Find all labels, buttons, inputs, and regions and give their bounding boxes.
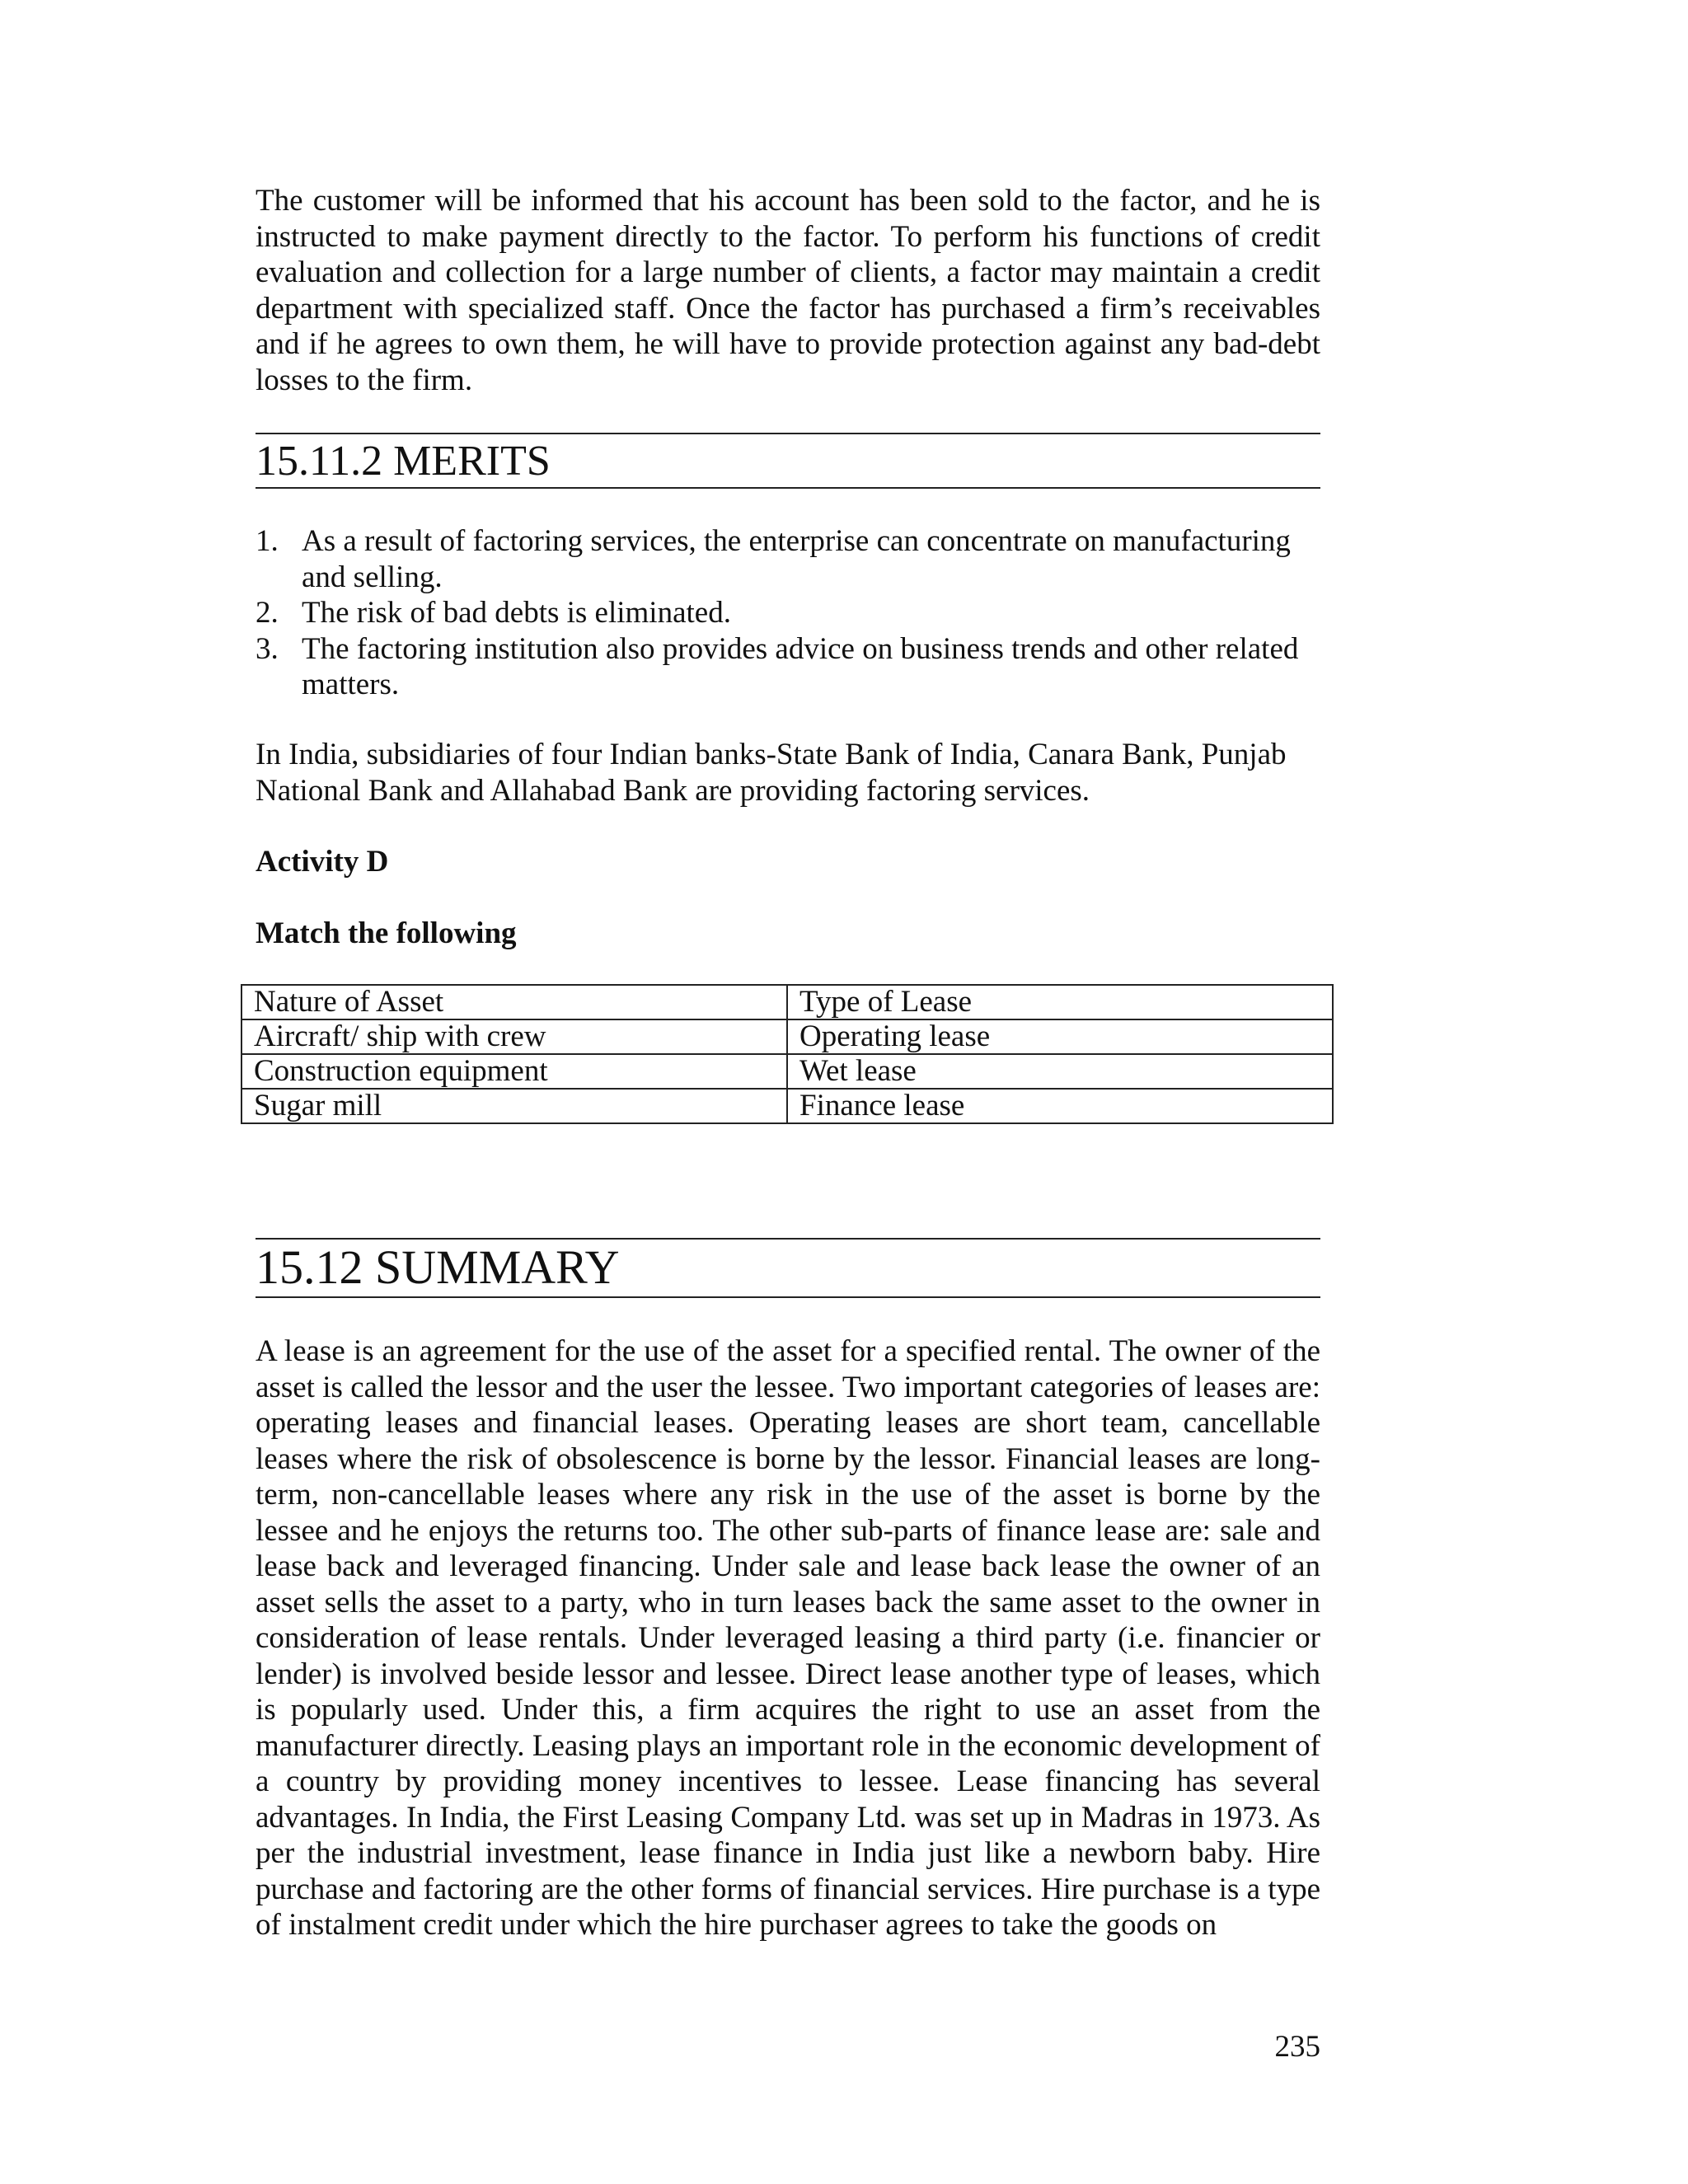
merits-list-item	[256, 631, 1320, 703]
table-cell: Aircraft/ ship with crew	[241, 1019, 787, 1054]
activity-instruction: Match the following	[256, 916, 517, 950]
table-cell: Wet lease	[787, 1054, 1333, 1089]
merits-heading: 15.11.2 MERITS	[256, 438, 551, 485]
activity-title: Activity D	[256, 845, 389, 879]
merits-item-number: 2.	[256, 596, 279, 630]
merits-item-number: 3.	[256, 631, 279, 666]
merits-item-text: The risk of bad debts is eliminated.	[302, 596, 731, 630]
summary-heading-top-rule	[256, 1238, 1320, 1240]
merits-item-text: The factoring institution also provides advice on business trends and other related matters.	[302, 631, 1299, 701]
merits-item-number: 1.	[256, 524, 279, 558]
table-header-row	[241, 985, 1333, 1019]
table-row	[241, 1054, 1333, 1089]
merits-item-text: As a result of factoring services, the enterprise can concentrate on manufacturing and selling.	[302, 524, 1291, 594]
table-header-cell: Nature of Asset	[241, 985, 787, 1019]
merits-list	[256, 523, 1320, 703]
merits-list-item	[256, 523, 1320, 595]
india-factoring-paragraph: In India, subsidiaries of four Indian banks-State Bank of India, Canara Bank, Punjab National Bank and Allahabad Bank are providing factoring services.	[256, 738, 1287, 808]
merits-heading-top-rule	[256, 433, 1320, 434]
table-row	[241, 1089, 1333, 1123]
match-table	[241, 984, 1334, 1124]
merits-heading-bottom-rule	[256, 487, 1320, 489]
table-header-cell: Type of Lease	[787, 985, 1333, 1019]
summary-heading: 15.12 SUMMARY	[256, 1240, 620, 1294]
table-cell: Construction equipment	[241, 1054, 787, 1089]
summary-paragraph: A lease is an agreement for the use of the asset for a specified rental. The owner of the asset is called the lessor and the user the lessee. Two important categories of leases are: operating leases and financial leases. Operating leases are short team, cancellable leases where the risk of obsolescence is borne by the lessor. Financial leases are long-term, non-cancellable leases where any risk in the use of the asset is borne by the lessee and he enjoys the returns too. The other sub-parts of finance lease are: sale and lease back and leveraged financing. Under sale and lease back lease the owner of an asset sells the asset to a party, who in turn leases back the same asset to the owner in consideration of lease rentals. Under leveraged leasing a third party (i.e. financier or lender) is involved beside lessor and lessee. Direct lease another type of leases, which is popularly used. Under this, a firm acquires the right to use an asset from the manufacturer directly. Leasing plays an important role in the economic development of a country by providing money incentives to lessee. Lease financing has several advantages. In India, the First Leasing Company Ltd. was set up in Madras in 1973. As per the industrial investment, lease finance in India just like a newborn baby. Hire purchase and factoring are the other forms of financial services. Hire purchase is a type of instalment credit under which the hire purchaser agrees to take the goods on	[256, 1334, 1320, 1942]
table-cell: Finance lease	[787, 1089, 1333, 1123]
merits-list-item	[256, 595, 1320, 631]
table-cell: Sugar mill	[241, 1089, 787, 1123]
table-row	[241, 1019, 1333, 1054]
page-number: 235	[1274, 2030, 1320, 2064]
table-cell: Operating lease	[787, 1019, 1333, 1054]
intro-paragraph: The customer will be informed that his account has been sold to the factor, and he is instructed to make payment directly to the factor. To perform his functions of credit evaluation and collection for a large number of clients, a factor may maintain a credit department with specialized staff. Once the factor has purchased a firm’s receivables and if he agrees to own them, he will have to provide protection against any bad-debt losses to the firm.	[256, 184, 1320, 397]
summary-heading-bottom-rule	[256, 1296, 1320, 1298]
